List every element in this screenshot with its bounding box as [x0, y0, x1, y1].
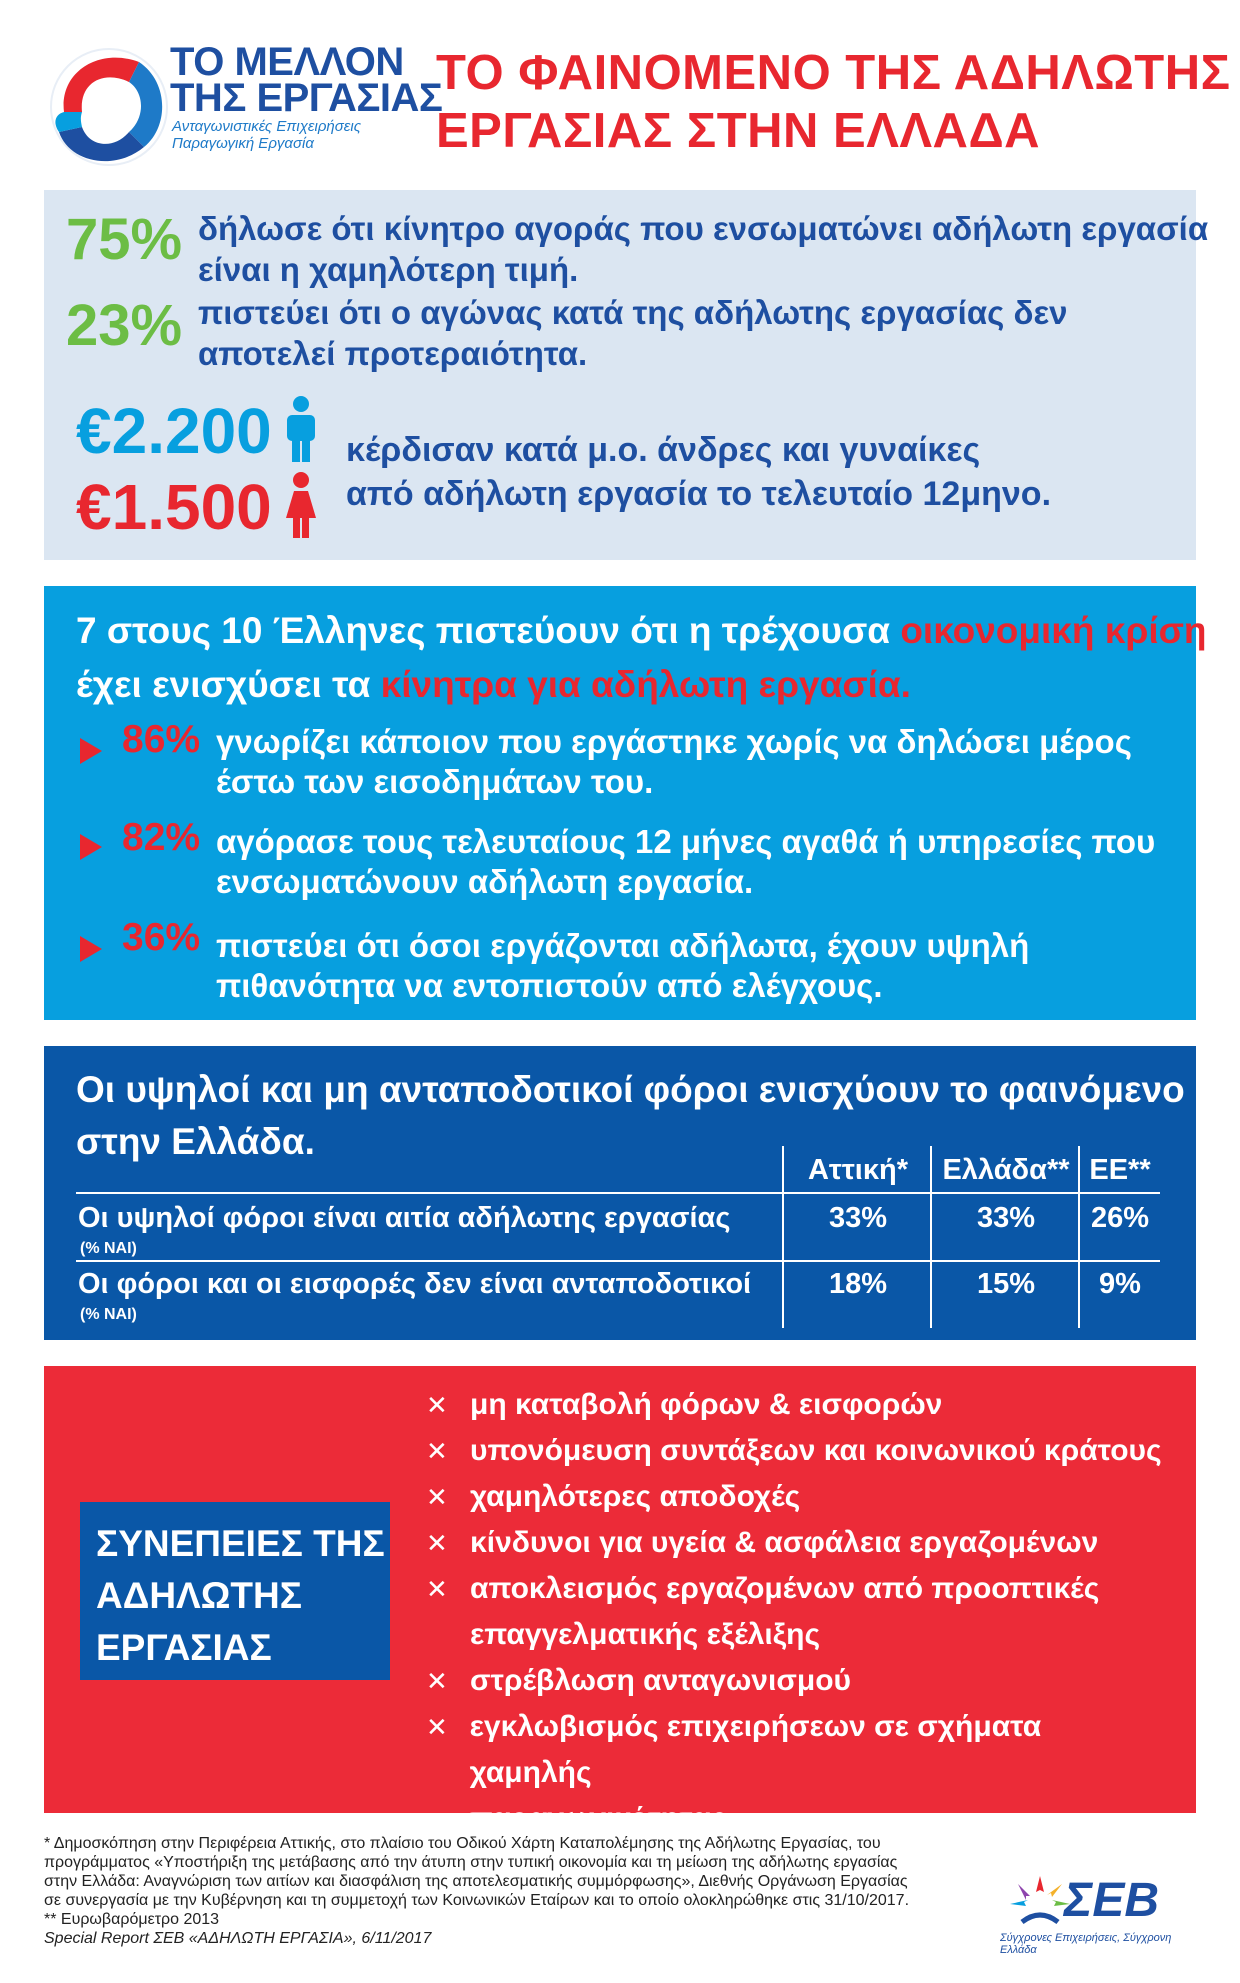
- table-cell: 33%: [976, 1202, 1036, 1234]
- footnote-line: * Δημοσκόπηση στην Περιφέρεια Αττικής, στο πλαίσιο του Οδικού Χάρτη Καταπολέμησης της Αδήλωτης Εργασίας, του: [44, 1835, 881, 1852]
- list-item: [426, 1704, 1166, 1842]
- table-row-label: Οι φόροι και οι εισφορές δεν είναι ανταποδοτικοί: [78, 1268, 752, 1300]
- crisis-stat-text: [216, 722, 1132, 802]
- cross-icon: ✕: [426, 1482, 448, 1512]
- table-column-header: ΕΕ**: [1089, 1154, 1151, 1186]
- triangle-bullet-icon: [80, 936, 102, 962]
- table-row-label: Οι υψηλοί φόροι είναι αιτία αδήλωτης εργασίας: [78, 1202, 731, 1234]
- logo-title-line-2: ΤΗΣ ΕΡΓΑΣΙΑΣ: [170, 76, 443, 120]
- men-earnings-value: €2.200: [76, 395, 272, 467]
- logo-subtitle-line-2: Παραγωγική Εργασία: [172, 135, 314, 152]
- seb-logo: [1000, 1870, 1200, 1970]
- logo-subtitle-line-1: Ανταγωνιστικές Επιχειρήσεις: [172, 118, 362, 135]
- crisis-stat-line: πιστεύει ότι όσοι εργάζονται αδήλωτα, έχουν υψηλή: [216, 927, 1030, 964]
- list-item: [426, 1658, 1166, 1704]
- footnote-line: στην Ελλάδα: Αναγνώριση των αιτίων και διασφάλιση της αποτελεσματικής συμμόρφωσης», Διεθνής Οργάνωση Εργασίας: [44, 1873, 908, 1890]
- man-icon: [284, 396, 318, 467]
- crisis-stat-text: [216, 926, 1029, 1006]
- list-item-line: υπονόμευση συντάξεων και κοινωνικού κράτους: [470, 1434, 1162, 1467]
- table-cell: 18%: [828, 1268, 888, 1300]
- cross-icon: ✕: [426, 1436, 448, 1466]
- footnotes: [44, 1834, 1004, 1948]
- cross-icon: ✕: [426, 1666, 448, 1696]
- crisis-stat-line: έστω των εισοδημάτων του.: [216, 763, 654, 800]
- list-item: [426, 1566, 1166, 1658]
- crisis-stat-line: αγόρασε τους τελευταίους 12 μήνες αγαθά ή υπηρεσίες που: [216, 823, 1156, 860]
- footnote-source: Special Report ΣΕΒ «ΑΔΗΛΩΤΗ ΕΡΓΑΣΙΑ», 6/11/2017: [44, 1930, 432, 1947]
- stat-description-line: αποτελεί προτεραιότητα.: [198, 335, 588, 372]
- crisis-stat-line: ενσωματώνουν αδήλωτη εργασία.: [216, 863, 754, 900]
- list-item-text: [470, 1704, 1166, 1842]
- logo-title: [170, 40, 443, 120]
- table-cell: 15%: [976, 1268, 1036, 1300]
- table-row-note: (% ΝΑΙ): [80, 1240, 137, 1257]
- crisis-stat-value: 82%: [122, 816, 201, 859]
- crisis-stat-line: γνωρίζει κάποιον που εργάστηκε χωρίς να δηλώσει μέρος: [216, 723, 1132, 760]
- stat-value: 23%: [66, 293, 183, 358]
- stat-description-line: είναι η χαμηλότερη τιμή.: [198, 251, 579, 288]
- list-item: [426, 1520, 1166, 1566]
- woman-icon: [284, 472, 318, 543]
- list-item-line: εγκλωβισμός επιχειρήσεων σε σχήματα χαμηλής: [469, 1710, 1042, 1789]
- table-divider: [76, 1260, 1160, 1262]
- cross-icon: ✕: [426, 1712, 448, 1742]
- consequences-title-line: ΣΥΝΕΠΕΙΕΣ ΤΗΣ: [96, 1523, 385, 1564]
- footnote-line: ** Ευρωβαρόμετρο 2013: [44, 1911, 220, 1928]
- taxes-headline-line: Οι υψηλοί και μη ανταποδοτικοί φόροι ενισχύουν το φαινόμενο: [76, 1069, 1185, 1110]
- table-cell: 33%: [828, 1202, 888, 1234]
- list-item-line: κίνδυνοι για υγεία & ασφάλεια εργαζομένων: [470, 1526, 1099, 1559]
- taxes-headline-line: στην Ελλάδα.: [76, 1121, 315, 1162]
- seb-name: ΣΕΒ: [1064, 1874, 1160, 1927]
- headline-highlight: κίνητρα για αδήλωτη εργασία.: [380, 664, 911, 705]
- list-item-text: [470, 1474, 800, 1520]
- list-item: [426, 1382, 1166, 1428]
- stat-description: [198, 292, 1067, 374]
- page-title: [436, 44, 1231, 160]
- list-item-text: [470, 1382, 942, 1428]
- headline-text: 7 στους 10 Έλληνες πιστεύουν ότι η τρέχουσα: [76, 610, 901, 651]
- headline-text: έχει ενισχύσει τα: [76, 664, 381, 705]
- crisis-stat-value: 36%: [122, 916, 201, 959]
- table-cell: 26%: [1090, 1202, 1150, 1234]
- cross-icon: ✕: [426, 1528, 448, 1558]
- page-title-line-1: ΤΟ ΦΑΙΝΟΜΕΝΟ ΤΗΣ ΑΔΗΛΩΤΗΣ: [436, 46, 1231, 100]
- cross-icon: ✕: [426, 1390, 448, 1420]
- triangle-bullet-icon: [80, 834, 102, 860]
- consequences-title-line: ΕΡΓΑΣΙΑΣ: [96, 1627, 272, 1668]
- list-item-line: μη καταβολή φόρων & εισφορών: [470, 1388, 943, 1421]
- list-item-line: παραγωγικότητας: [469, 1802, 726, 1835]
- logo-title-line-1: ΤΟ ΜΕΛΛΟΝ: [170, 40, 404, 84]
- seb-tagline: Σύγχρονες Επιχειρήσεις, Σύγχρονη Ελλάδα: [1000, 1932, 1172, 1956]
- crisis-headline: [76, 604, 1207, 712]
- stat-description: [198, 208, 1208, 290]
- consequences-title: [96, 1518, 385, 1674]
- table-cell: 9%: [1099, 1268, 1141, 1300]
- table-column-header: Αττική*: [807, 1154, 909, 1186]
- list-item: [426, 1428, 1166, 1474]
- list-item-text: [470, 1520, 1098, 1566]
- cross-icon: ✕: [426, 1574, 448, 1604]
- table-divider: [76, 1192, 1160, 1194]
- list-item-text: [470, 1428, 1162, 1474]
- headline-highlight: οικονομική κρίση: [900, 610, 1207, 651]
- table-column-header: Ελλάδα**: [942, 1154, 1070, 1186]
- list-item-line: αποκλεισμός εργαζομένων από προοπτικές: [470, 1572, 1100, 1605]
- crisis-stat-line: πιθανότητα να εντοπιστούν από ελέγχους.: [216, 967, 883, 1004]
- table-row-note: (% ΝΑΙ): [80, 1306, 137, 1323]
- stat-description-line: δήλωσε ότι κίνητρο αγοράς που ενσωματώνει αδήλωτη εργασία: [198, 210, 1209, 247]
- stat-description-line: πιστεύει ότι ο αγώνας κατά της αδήλωτης εργασίας δεν: [198, 294, 1068, 331]
- crisis-stat-value: 86%: [122, 718, 201, 761]
- consequences-title-line: ΑΔΗΛΩΤΗΣ: [96, 1575, 302, 1616]
- footnote-line: προγράμματος «Υποστήριξη της μετάβασης από την άτυπη στην τυπική οικονομία και τη μείωση της αδήλωτης εργασίας: [44, 1854, 898, 1871]
- logo-subtitle: [172, 118, 361, 152]
- triangle-bullet-icon: [80, 738, 102, 764]
- women-earnings-value: €1.500: [76, 471, 272, 543]
- earnings-description: [346, 428, 1051, 516]
- earnings-description-line: κέρδισαν κατά μ.ο. άνδρες και γυναίκες: [346, 431, 981, 469]
- stat-value: 75%: [66, 207, 183, 272]
- earnings-description-line: από αδήλωτη εργασία το τελευταίο 12μηνο.: [346, 475, 1052, 513]
- list-item-line: χαμηλότερες αποδοχές: [470, 1480, 801, 1513]
- taxes-headline: [76, 1064, 1185, 1168]
- list-item-line: επαγγελματικής εξέλιξης: [470, 1618, 821, 1651]
- list-item: [426, 1474, 1166, 1520]
- crisis-stat-text: [216, 822, 1155, 902]
- footnote-line: σε συνεργασία με την Κυβέρνηση και τη συμμετοχή των Κοινωνικών Εταίρων και το οποίο ολοκληρώθηκε στις 31/10/2017.: [44, 1892, 910, 1909]
- crisis-headline-line: [76, 604, 1207, 658]
- crisis-headline-line: [76, 658, 1207, 712]
- future-of-work-logo-icon: [44, 42, 174, 172]
- consequences-list: [426, 1382, 1166, 1842]
- list-item-text: [470, 1566, 1099, 1658]
- list-item-text: [470, 1658, 851, 1704]
- page-title-line-2: ΕΡΓΑΣΙΑΣ ΣΤΗΝ ΕΛΛΑΔΑ: [436, 104, 1041, 158]
- list-item-line: στρέβλωση ανταγωνισμού: [470, 1664, 851, 1697]
